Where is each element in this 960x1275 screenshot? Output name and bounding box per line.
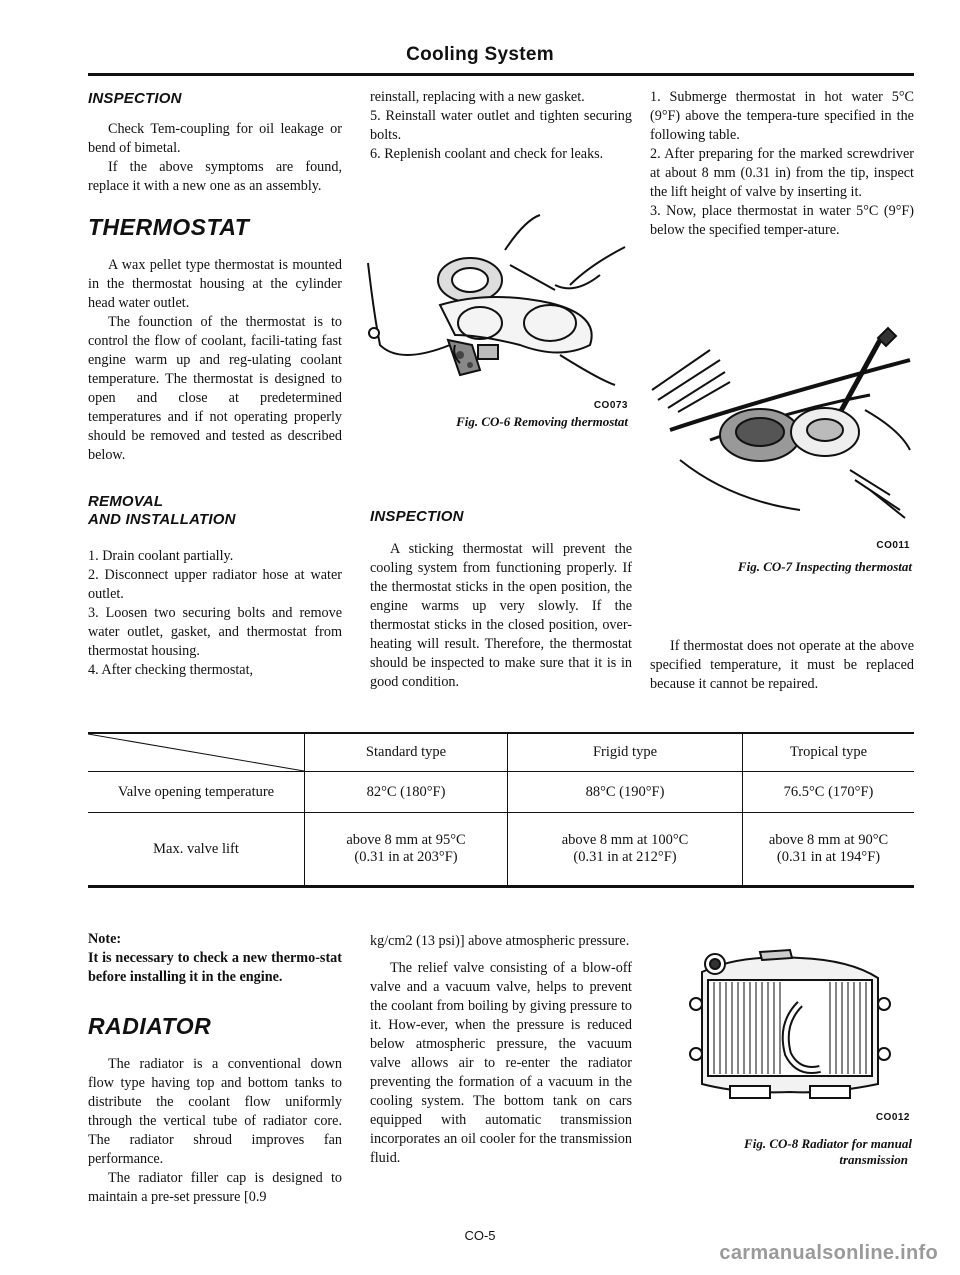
table-row — [88, 813, 914, 887]
header-tropical: Tropical type — [743, 733, 915, 772]
inspection-paragraph-1: Check Tem-coupling for oil leakage or bend of bimetal. — [88, 121, 342, 156]
inspect-step-3: 3. Now, place thermostat in water 5°C (9°F) below the specified temper-ature. — [650, 203, 914, 238]
step-continued: reinstall, replacing with a new gasket. — [370, 89, 585, 105]
relief-valve-paragraph: The relief valve consisting of a blow-off valve and a vacuum valve, helps to prevent the coolant from boiling by giving pressure to it. How-ever, when the pressure is reduced below atmospheric pressure, the vacuum valve allows air to re-enter the radiator preventing the formation of a vacuum in the cooling system. The bottom tank on cars equipped with automatic transmission incorporates an oil cooler for the transmission fluid. — [370, 960, 632, 1166]
page-number: CO-5 — [464, 1228, 496, 1243]
page-header-title: Cooling System — [406, 44, 554, 65]
step-5: 5. Reinstall water outlet and tighten securing bolts. — [370, 108, 632, 143]
figure-7-code: CO011 — [876, 540, 910, 551]
table-cell — [743, 813, 915, 887]
table-cell: 88°C (190°F) — [508, 772, 743, 813]
removal-step: 3. Loosen two securing bolts and remove water outlet, gasket, and thermostat from thermostat housing. — [88, 605, 342, 659]
figure-8-caption-line-2: transmission — [839, 1152, 908, 1167]
inspect-step-2: 2. After preparing for the marked screwdriver at about 8 mm (0.31 in) from the tip, inspect the lift height of valve by inserting it. — [650, 146, 914, 200]
table-cell — [508, 813, 743, 887]
cell-line: (0.31 in at 194°F) — [776, 849, 881, 865]
note-label: Note: — [88, 931, 122, 947]
table-header-row — [88, 733, 914, 772]
table-cell: 76.5°C (170°F) — [743, 772, 915, 813]
inspecting-thermostat-illustration — [650, 320, 920, 530]
removal-steps-list — [88, 547, 342, 680]
removal-step: 1. Drain coolant partially. — [88, 548, 234, 564]
removal-step: 2. Disconnect upper radiator hose at water outlet. — [88, 567, 342, 602]
right-column-lower — [650, 637, 914, 694]
inspection-heading-2: INSPECTION — [370, 508, 464, 525]
figure-7-caption: Fig. CO-7 Inspecting thermostat — [737, 559, 912, 574]
figure-8-code: CO012 — [875, 1112, 910, 1123]
inspection-heading: INSPECTION — [88, 90, 182, 107]
radiator-paragraph-1: The radiator is a conventional down flow type having top and bottom tanks to distribute the coolant flow uniformly through the vertical tube of radiator core. The radiator shroud improves fan performance. — [88, 1056, 342, 1167]
thermostat-paragraph-1: A wax pellet type thermostat is mounted in the thermostat housing at the cylinder head water outlet. — [88, 257, 342, 311]
header-rule — [88, 73, 914, 76]
replace-paragraph: If thermostat does not operate at the above specified temperature, it must be replaced because it cannot be repaired. — [650, 638, 914, 692]
table-cell — [305, 813, 508, 887]
figure-6-caption: Fig. CO-6 Removing thermostat — [456, 414, 628, 429]
radiator-illustration — [680, 944, 900, 1114]
removing-thermostat-illustration — [360, 195, 640, 395]
thermostat-spec-table — [88, 732, 914, 888]
header-frigid: Frigid type — [508, 733, 743, 772]
removal-step: 4. After checking thermostat, — [88, 662, 254, 678]
table-corner-cell — [88, 733, 305, 772]
inspect-step-1: 1. Submerge thermostat in hot water 5°C (9°F) above the tempera-ture specified in the following table. — [650, 89, 914, 143]
right-column — [650, 88, 914, 240]
table-cell: 82°C (180°F) — [305, 772, 508, 813]
radiator-heading: RADIATOR — [88, 1013, 212, 1039]
removal-heading-line-2: AND INSTALLATION — [88, 511, 236, 528]
cell-line: above 8 mm at 95°C — [346, 832, 466, 848]
cell-line: (0.31 in at 212°F) — [573, 849, 677, 865]
middle-column — [370, 88, 632, 164]
row-label: Max. valve lift — [153, 840, 239, 857]
diagonal-divider — [88, 734, 304, 771]
bottom-left-column — [88, 930, 342, 1207]
figure-6-code: CO073 — [593, 400, 628, 411]
figure-8-caption-line-1: Fig. CO-8 Radiator for manual — [744, 1136, 912, 1151]
step-6: 6. Replenish coolant and check for leaks. — [370, 146, 604, 162]
inspection-paragraph-2: If the above symptoms are found, replace it with a new one as an assembly. — [88, 159, 342, 194]
row-label: Valve opening temperature — [88, 772, 305, 813]
note-text: It is necessary to check a new thermo-stat before installing it in the engine. — [88, 950, 342, 985]
removal-heading-line-1: REMOVAL — [88, 493, 164, 510]
cell-line: above 8 mm at 100°C — [561, 832, 689, 848]
cell-line: (0.31 in at 203°F) — [354, 849, 458, 865]
left-column — [88, 90, 342, 680]
radiator-paragraph-2: The radiator filler cap is designed to maintain a pre-set pressure [0.9 — [88, 1170, 342, 1205]
thermostat-heading: THERMOSTAT — [88, 214, 250, 240]
table-row — [88, 772, 914, 813]
pressure-paragraph: kg/cm2 (13 psi)] above atmospheric pressure. — [370, 933, 630, 949]
bottom-middle-column — [370, 932, 632, 1168]
inspection-paragraph: A sticking thermostat will prevent the cooling system from functioning properly. If the thermostat sticks in the open position, the engine warms up very slowly. If the thermostat sticks in the closed position, over-heating will result. Therefore, the thermostat should be inspected to make sure that it is in good condition. — [370, 541, 632, 690]
watermark: carmanualsonline.info — [719, 1242, 938, 1264]
middle-column-lower — [370, 508, 632, 692]
cell-line: above 8 mm at 90°C — [768, 832, 889, 848]
thermostat-paragraph-2: The founction of the thermostat is to control the flow of coolant, facili-tating fast engine warm up and reg-ulating coolant temperature. The thermostat is designed to open and close at predetermined temperatures and if not operating properly should be removed and tested as described below. — [88, 314, 342, 463]
header-standard: Standard type — [305, 733, 508, 772]
